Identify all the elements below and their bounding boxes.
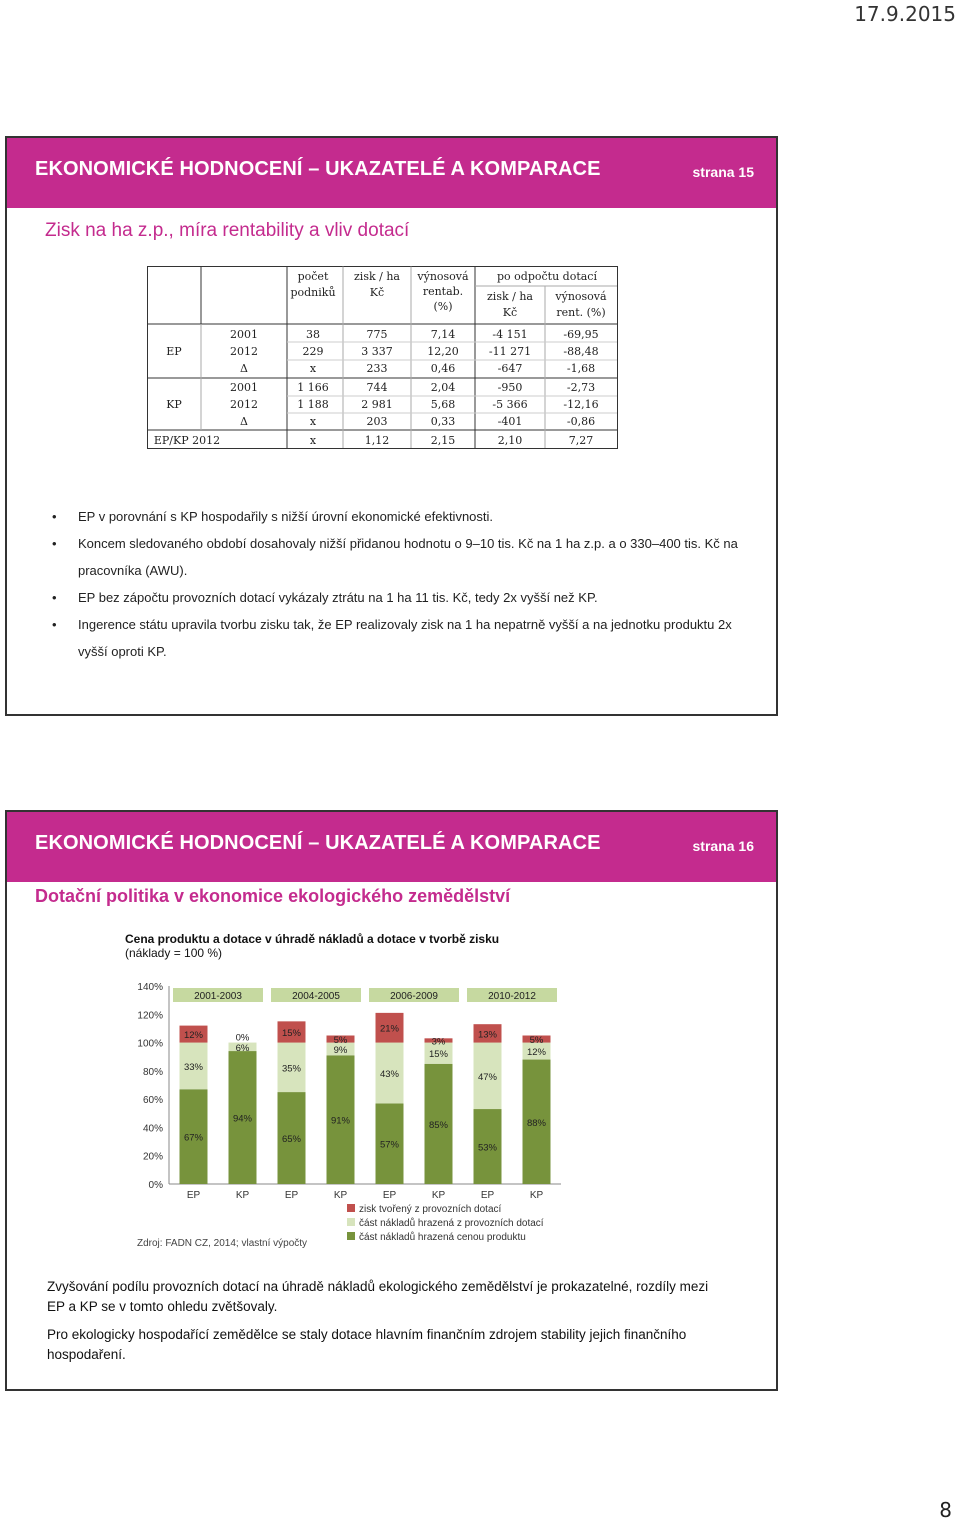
- bar-data-label: 33%: [183, 1061, 204, 1073]
- table-cell: x: [309, 362, 317, 375]
- x-category-label: KP: [431, 1190, 446, 1201]
- bar-data-label: 67%: [183, 1132, 204, 1144]
- slide-header: [7, 138, 776, 208]
- table-cell: x: [309, 434, 317, 447]
- data-table: [147, 266, 619, 450]
- table-cell: 2 981: [361, 398, 393, 411]
- period-label: 2001-2003: [194, 991, 242, 1002]
- slide-subtitle: Dotační politika v ekonomice ekologického zemědělství: [35, 886, 511, 906]
- table-cell: 2,15: [430, 434, 456, 447]
- table-cell: -0,86: [566, 415, 596, 428]
- legend-label: část nákladů hrazená cenou produktu: [359, 1232, 526, 1243]
- slide-header: [7, 812, 776, 882]
- bar-data-label: 5%: [333, 1035, 348, 1047]
- chart-subtitle: (náklady = 100 %): [125, 946, 223, 960]
- bar-data-label: 65%: [281, 1134, 302, 1146]
- table-cell: 2001: [230, 328, 258, 341]
- table-group-label: EP: [166, 345, 182, 358]
- table-cell: -647: [497, 362, 523, 375]
- y-tick-label: 140%: [137, 982, 163, 993]
- table-cell: -5 366: [492, 398, 528, 411]
- chart-source: Zdroj: FADN CZ, 2014; vlastní výpočty: [137, 1238, 308, 1249]
- bar-data-label: 47%: [477, 1071, 498, 1083]
- bar-data-label: 94%: [232, 1113, 253, 1125]
- th-count: počet podniků: [290, 270, 336, 299]
- bullet-dot-icon: •: [52, 590, 57, 605]
- table-cell: 1,12: [364, 434, 390, 447]
- conclusion-text: [47, 1277, 727, 1373]
- slide-subtitle: Zisk na ha z.p., míra rentability a vliv dotací: [45, 220, 410, 241]
- table-cell: 12,20: [427, 345, 459, 358]
- bar-data-label: 53%: [477, 1142, 498, 1154]
- table-cell: 0,46: [430, 362, 456, 375]
- th-yield: výnosová rentab. (%): [417, 270, 469, 313]
- bullet-text: EP bez zápočtu provozních dotací vykázaly ztrátu na 1 ha 11 tis. Kč, tedy 2x vyšší než KP.: [78, 590, 598, 605]
- table-cell: Δ: [240, 362, 248, 375]
- y-tick-label: 40%: [142, 1123, 163, 1135]
- th-profit-after: zisk / ha Kč: [487, 290, 533, 319]
- period-label: 2010-2012: [488, 991, 536, 1002]
- table-cell: 2012: [230, 398, 258, 411]
- bullet-dot-icon: •: [52, 509, 57, 524]
- th-profit: zisk / ha Kč: [354, 270, 400, 299]
- bar-data-label: 15%: [281, 1027, 302, 1039]
- y-tick-label: 60%: [142, 1095, 163, 1107]
- slide-header-title: EKONOMICKÉ HODNOCENÍ – UKAZATELÉ A KOMPARACE: [35, 158, 601, 180]
- table-cell: 2,04: [430, 381, 456, 394]
- table-cell: 38: [306, 328, 320, 341]
- bullet-item: [52, 503, 752, 530]
- table-cell: -1,68: [566, 362, 596, 375]
- bullet-dot-icon: •: [52, 536, 57, 551]
- x-category-label: EP: [284, 1190, 299, 1201]
- bar-data-label: 12%: [183, 1030, 204, 1042]
- y-tick-label: 120%: [137, 1010, 163, 1022]
- table-cell: 775: [366, 328, 388, 341]
- bullet-text: Koncem sledovaného období dosahovaly nižší přidanou hodnotu o 9–10 tis. Kč na 1 ha z.p. a o 330–400 tis. Kč na pracovníka (AWU).: [78, 536, 738, 578]
- table-cell: x: [309, 415, 317, 428]
- table-cell: Δ: [240, 415, 248, 428]
- conclusion-paragraph: Pro ekologicky hospodařící zemědělce se staly dotace hlavním finančním zdrojem stability jejich finančního hospodaření.: [47, 1327, 687, 1362]
- table-cell: -2,73: [566, 381, 596, 394]
- header-date: 17.9.2015: [854, 2, 956, 26]
- bar-data-label: 15%: [428, 1049, 449, 1061]
- page-number: 8: [939, 1498, 952, 1522]
- conclusion-paragraph: Zvyšování podílu provozních dotací na úhradě nákladů ekologického zemědělství je prokazatelné, rozdíly mezi EP a KP se v tomto ohledu zvětšovaly.: [47, 1279, 709, 1314]
- table-cell: -69,95: [563, 328, 599, 341]
- x-category-label: KP: [529, 1190, 544, 1201]
- x-category-label: EP: [480, 1190, 495, 1201]
- slide-page-label: strana 15: [692, 164, 754, 180]
- bar-data-label: 85%: [428, 1119, 449, 1131]
- bar-data-label: 0%: [235, 1032, 250, 1044]
- th-yield-after: výnosová rent. (%): [555, 290, 607, 319]
- bar-data-label: 88%: [526, 1117, 547, 1129]
- bar-data-label: 43%: [379, 1068, 400, 1080]
- bar-data-label: 5%: [529, 1035, 544, 1047]
- bar-data-label: 9%: [333, 1044, 348, 1056]
- table-cell: -401: [497, 415, 523, 428]
- y-tick-label: 100%: [137, 1038, 163, 1050]
- bar-data-label: 57%: [379, 1139, 400, 1151]
- table-cell: 1 166: [297, 381, 329, 394]
- legend-swatch: [347, 1218, 355, 1226]
- slide-page-label: strana 16: [692, 838, 754, 854]
- table-cell: 1 188: [297, 398, 329, 411]
- table-cell: 229: [302, 345, 324, 358]
- bullet-dot-icon: •: [52, 617, 57, 632]
- legend-swatch: [347, 1232, 355, 1240]
- chart-title: Cena produktu a dotace v úhradě nákladů a dotace v tvorbě zisku: [125, 932, 500, 946]
- bar-data-label: 91%: [330, 1115, 351, 1127]
- legend-swatch: [347, 1204, 355, 1212]
- bullet-text: EP v porovnání s KP hospodařily s nižší úrovní ekonomické efektivnosti.: [78, 509, 494, 524]
- slide-15: [5, 136, 778, 716]
- table-cell: 233: [366, 362, 388, 375]
- x-category-label: EP: [186, 1190, 201, 1201]
- period-label: 2006-2009: [390, 991, 438, 1002]
- table-cell: 7,27: [568, 434, 594, 447]
- table-cell: 5,68: [430, 398, 456, 411]
- table-cell: 2012: [230, 345, 258, 358]
- period-label: 2004-2005: [292, 991, 340, 1002]
- table-group-label: KP: [166, 398, 182, 411]
- bar-data-label: 12%: [526, 1047, 547, 1059]
- th-after-subsidies: po odpočtu dotací: [497, 270, 597, 283]
- bar-data-label: 13%: [477, 1029, 498, 1041]
- table-cell: 7,14: [430, 328, 456, 341]
- table-cell: -88,48: [563, 345, 599, 358]
- bar-data-label: 21%: [379, 1023, 400, 1035]
- legend-label: zisk tvořený z provozních dotací: [359, 1204, 502, 1215]
- x-category-label: KP: [235, 1190, 250, 1201]
- table-cell: -11 271: [488, 345, 532, 358]
- table-cell: 2001: [230, 381, 258, 394]
- table-cell: 2,10: [497, 434, 523, 447]
- chart-title-block: [125, 932, 499, 960]
- table-cell: -4 151: [492, 328, 528, 341]
- x-category-label: KP: [333, 1190, 348, 1201]
- x-category-label: EP: [382, 1190, 397, 1201]
- table-body: [154, 328, 599, 447]
- bar-data-label: 6%: [235, 1042, 250, 1054]
- table-cell: 203: [366, 415, 388, 428]
- y-tick-label: 0%: [148, 1180, 163, 1191]
- stacked-bar-chart: [117, 972, 577, 1252]
- bullet-item: [52, 584, 752, 611]
- bullet-item: [52, 530, 752, 584]
- y-tick-label: 80%: [142, 1066, 163, 1078]
- slide-header-title: EKONOMICKÉ HODNOCENÍ – UKAZATELÉ A KOMPARACE: [35, 832, 601, 854]
- table-cell: -12,16: [563, 398, 599, 411]
- bar-data-label: 35%: [281, 1063, 302, 1075]
- table-cell: 744: [366, 381, 388, 394]
- y-tick-label: 20%: [142, 1151, 163, 1163]
- bullet-item: [52, 611, 752, 665]
- table-cell: -950: [497, 381, 523, 394]
- table-cell: 0,33: [430, 415, 456, 428]
- bar-data-label: 3%: [431, 1036, 446, 1048]
- slide-16: [5, 810, 778, 1391]
- table-cell: EP/KP 2012: [153, 434, 221, 447]
- bullet-list: [52, 503, 752, 665]
- legend-label: část nákladů hrazená z provozních dotací: [359, 1218, 544, 1229]
- bullet-text: Ingerence státu upravila tvorbu zisku tak, že EP realizovaly zisk na 1 ha nepatrně vyšší a na jednotku produktu 2x vyšší oproti KP.: [78, 617, 732, 659]
- table-cell: 3 337: [361, 345, 393, 358]
